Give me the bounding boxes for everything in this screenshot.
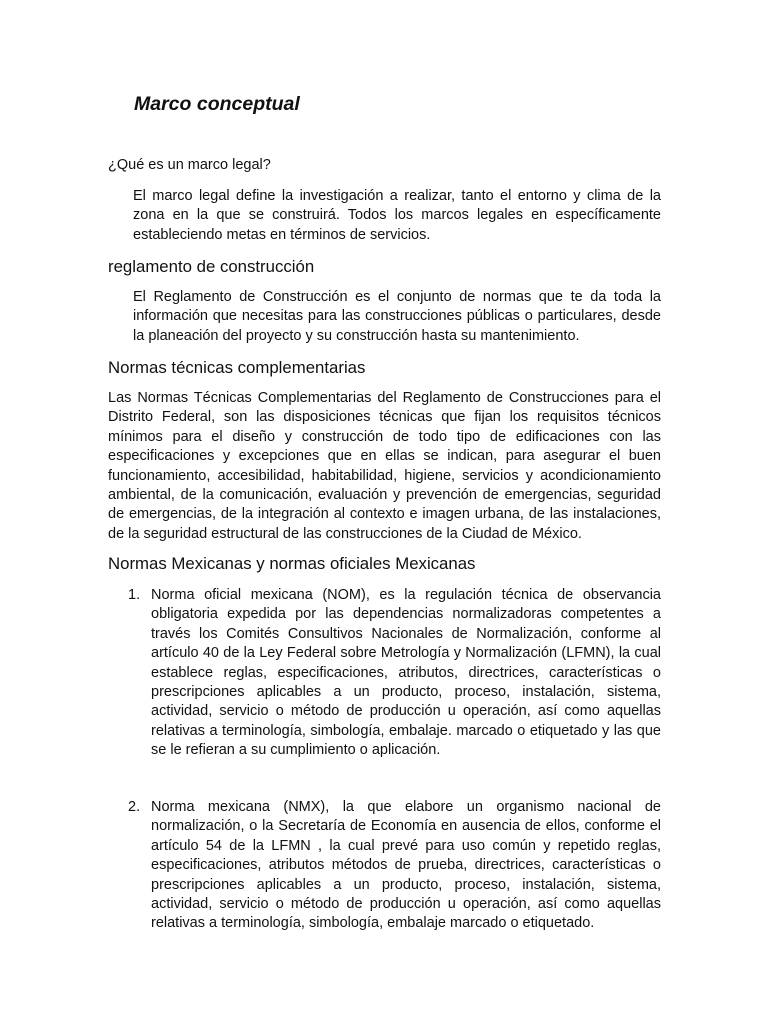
list-item-number: 2. xyxy=(128,799,141,815)
question-heading: ¿Qué es un marco legal? xyxy=(108,157,271,173)
section-heading-normas-tecnicas: Normas técnicas complementarias xyxy=(108,358,366,377)
section-paragraph-reglamento: El Reglamento de Construcción es el conjunto de normas que te da toda la información que necesitas para las construcciones públicas o particulares, desde la planeación del proyecto y su construcción hasta su mantenimiento. xyxy=(133,289,661,344)
intro-paragraph: El marco legal define la investigación a realizar, tanto el entorno y clima de la zona en la que se construirá. Todos los marcos legales en específicamente estableciendo metas en términos de servicios. xyxy=(133,188,661,243)
list-item-text: Norma mexicana (NMX), la que elabore un organismo nacional de normalización, o la Secretaría de Economía en ausencia de ellos, conforme el artículo 54 de la LFMN , la cual prevé para uso común y repetido reglas, especificaciones, atributos métodos de prueba, directrices, características o prescripciones aplicables a un producto, proceso, instalación, sistema, actividad, servicio o método de producción u operación, así como aquellas relativas a terminología, simbología, embalaje marcado o etiquetado. xyxy=(151,799,661,932)
page-title: Marco conceptual xyxy=(134,93,300,115)
section-paragraph-normas-tecnicas: Las Normas Técnicas Complementarias del Reglamento de Construcciones para el Distrito Federal, son las disposiciones técnicas que fijan los requisitos técnicos mínimos para el diseño y construcción de todo tipo de edificaciones con las especificaciones y excepciones que en ellas se indican, para asegurar el buen funcionamiento, accesibilidad, habitabilidad, higiene, servicios y acondicionamiento ambiental, de la comunicación, evaluación y prevención de emergencias, seguridad de emergencias, de la integración al contexto e imagen urbana, de las instalaciones, de la seguridad estructural de las construcciones de la Ciudad de México. xyxy=(108,390,661,542)
list-item-text: Norma oficial mexicana (NOM), es la regulación técnica de observancia obligatoria expedida por las dependencias normalizadoras competentes a través los Comités Consultivos Nacionales de Normalización, conforme al artículo 40 de la Ley Federal sobre Metrología y Normalización (LFMN), la cual establece reglas, especificaciones, atributos, directrices, características o prescripciones aplicables a un producto, proceso, instalación, sistema, actividad, servicio o método de producción u operación, así como aquellas relativas a terminología, simbología, embalaje. marcado o etiquetado y las que se le refieran a su cumplimiento o aplicación. xyxy=(151,587,661,759)
section-heading-normas-mexicanas: Normas Mexicanas y normas oficiales Mexicanas xyxy=(108,554,476,573)
list-item-number: 1. xyxy=(128,587,141,603)
section-heading-reglamento: reglamento de construcción xyxy=(108,257,315,276)
